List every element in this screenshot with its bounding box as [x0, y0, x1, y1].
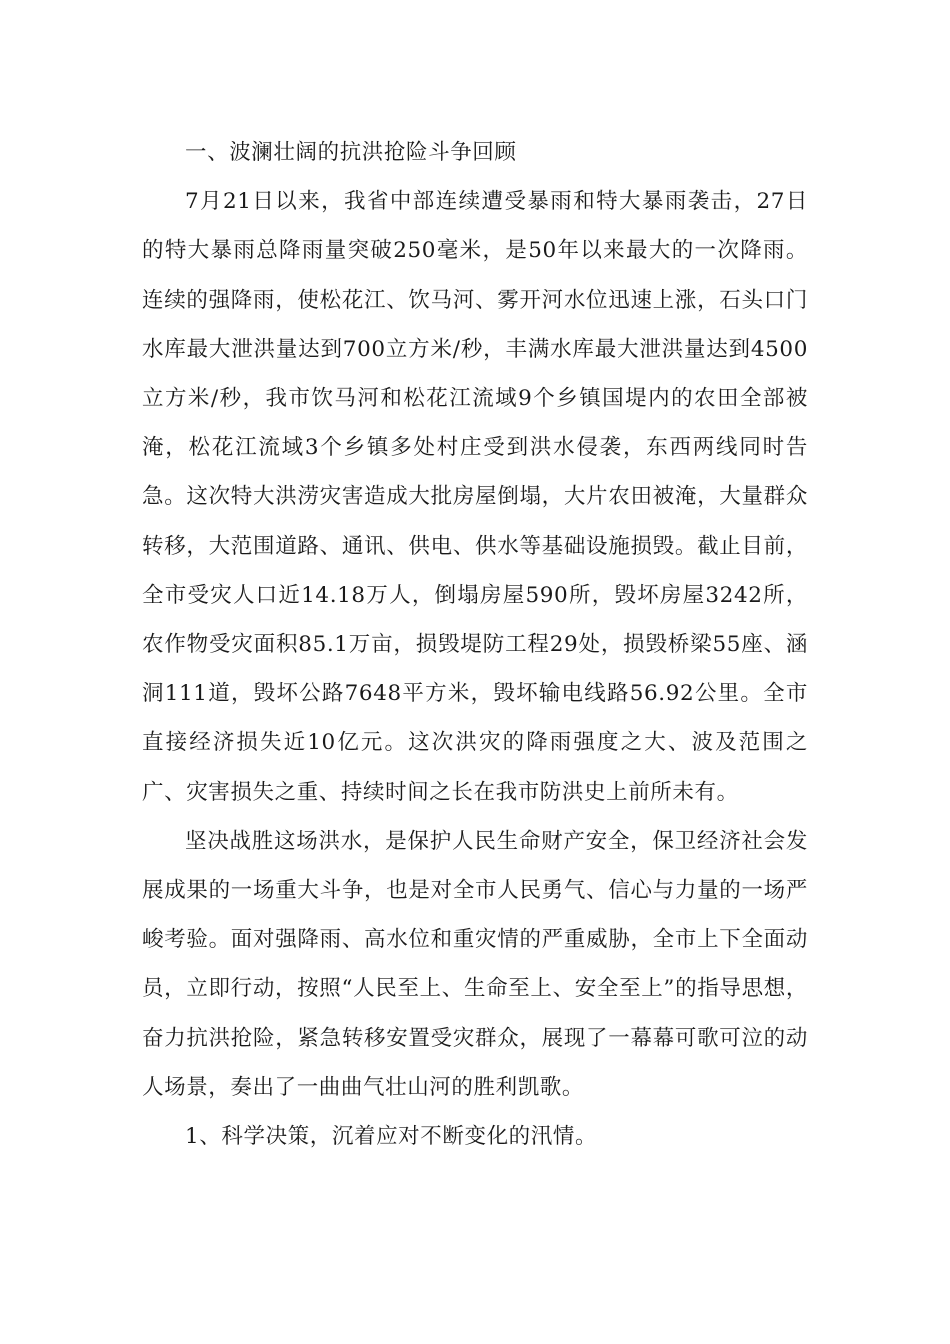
body-paragraph-2: 坚决战胜这场洪水，是保护人民生命财产安全，保卫经济社会发展成果的一场重大斗争，也是对全市人民勇气、信心与力量的一场严峻考验。面对强降雨、高水位和重灾情的严重威胁，全市上下全面动员，立即行动，按照“人民至上、生命至上、安全至上”的指导思想，奋力抗洪抢险，紧急转移安置受灾群众，展现了一幕幕可歌可泣的动人场景，奏出了一曲曲气壮山河的胜利凯歌。 — [142, 828, 808, 1100]
section-heading: 一、波澜壮阔的抗洪抢险斗争回顾 — [185, 140, 517, 165]
document-body — [142, 128, 808, 1161]
subsection-heading: 1、科学决策，沉着应对不断变化的汛情。 — [185, 1124, 598, 1150]
body-paragraph-1: 7月21日以来，我省中部连续遭受暴雨和特大暴雨袭击，27日的特大暴雨总降雨量突破250毫米，是50年以来最大的一次降雨。连续的强降雨，使松花江、饮马河、雾开河水位迅速上涨，石头口门水库最大泄洪量达到700立方米/秒，丰满水库最大泄洪量达到4500立方米/秒，我市饮马河和松花江流域9个乡镇国堤内的农田全部被淹，松花江流域3个乡镇多处村庄受到洪水侵袭，东西两线同时告急。这次特大洪涝灾害造成大批房屋倒塌，大片农田被淹，大量群众转移，大范围道路、通讯、供电、供水等基础设施损毁。截止目前，全市受灾人口近14.18万人，倒塌房屋590所，毁坏房屋3242所，农作物受灾面积85.1万亩，损毁堤防工程29处，损毁桥梁55座、涵洞111道，毁坏公路7648平方米，毁坏输电线路56.92公里。全市直接经济损失近10亿元。这次洪灾的降雨强度之大、波及范围之广、灾害损失之重、持续时间之长在我市防洪史上前所未有。 — [142, 189, 808, 805]
